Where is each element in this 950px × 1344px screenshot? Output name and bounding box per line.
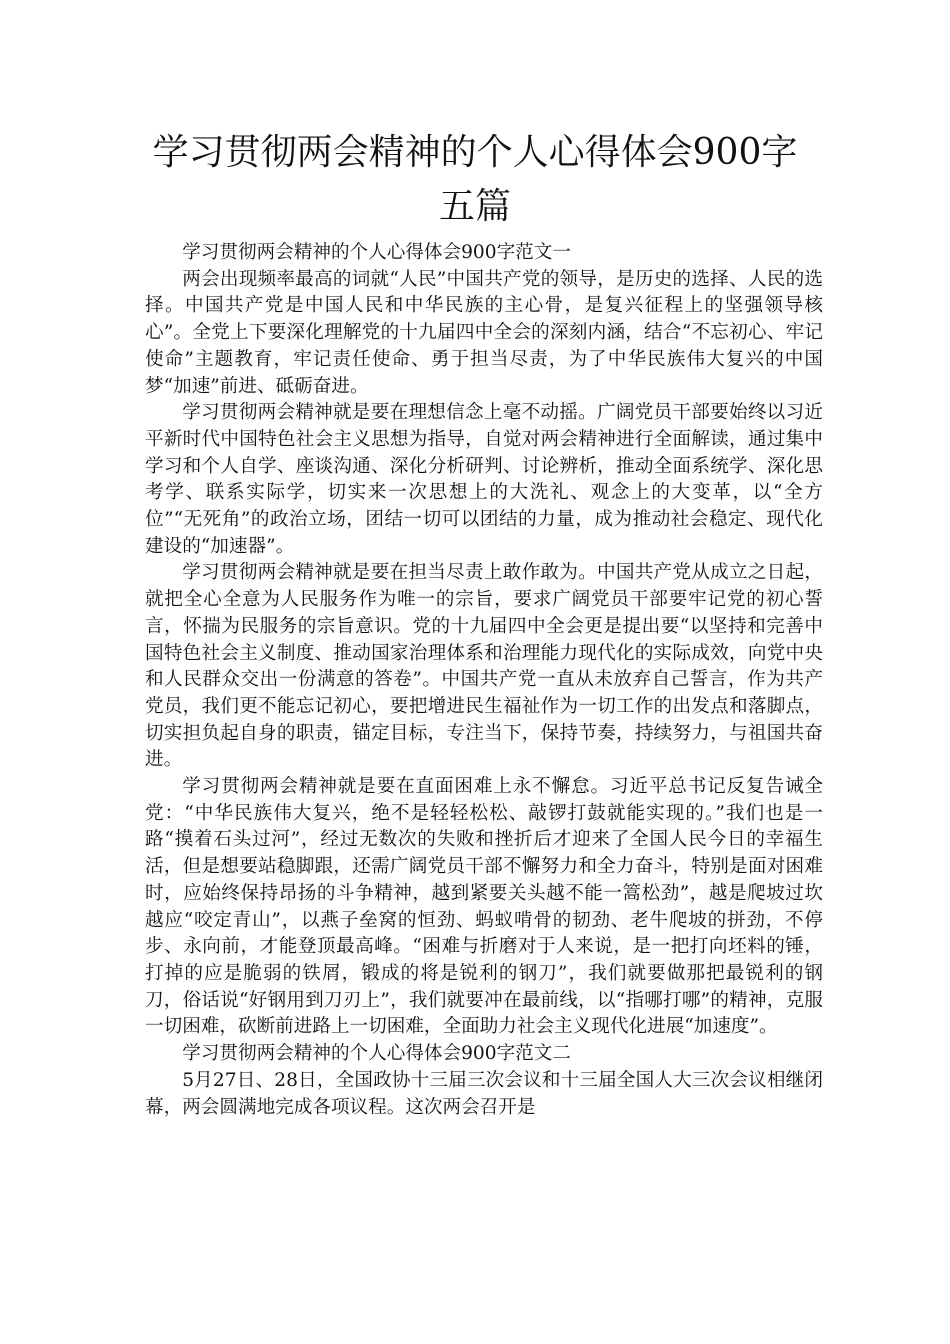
title-line-2: 五篇: [438, 186, 511, 227]
paragraph: 两会出现频率最高的词就“人民”中国共产党的领导，是历史的选择、人民的选择。中国共产党是中国人民和中华民族的主心骨，是复兴征程上的坚强领导核心”。全党上下要深化理解党的十九届四中全会的深刻内涵，结合“不忘初心、牢记使命”主题教育，牢记责任使命、勇于担当尽责，为了中华民族伟大复兴的中国梦“加速”前进、砥砺奋进。: [145, 268, 823, 397]
title-line-1: 学习贯彻两会精神的个人心得体会900字: [152, 132, 798, 173]
document-title: [140, 126, 810, 234]
paragraph: 学习贯彻两会精神就是要在担当尽责上敢作敢为。中国共产党从成立之日起，就把全心全意为人民服务作为唯一的宗旨，要求广阔党员干部要牢记党的初心誓言，怀揣为民服务的宗旨意识。党的十九届四中全会更是提出要“以坚持和完善中国特色社会主义制度、推动国家治理体系和治理能力现代化的实际成效，向党中央和人民群众交出一份满意的答卷”。中国共产党一直从未放弃自己誓言，作为共产党员，我们更不能忘记初心，要把增进民生福祉作为一切工作的出发点和落脚点，切实担负起自身的职责，锚定目标，专注当下，保持节奏，持续努力，与祖国共奋进。: [145, 562, 823, 771]
section-heading-1: 学习贯彻两会精神的个人心得体会900字范文一: [182, 242, 571, 263]
paragraph: 学习贯彻两会精神就是要在理想信念上毫不动摇。广阔党员干部要始终以习近平新时代中国特色社会主义思想为指导，自觉对两会精神进行全面解读，通过集中学习和个人自学、座谈沟通、深化分析研判、讨论辨析，推动全面系统学、深化思考学、联系实际学，切实来一次思想上的大洗礼、观念上的大变革，以“全方位”“无死角”的政治立场，团结一切可以团结的力量，成为推动社会稳定、现代化建设的“加速器”。: [145, 402, 823, 557]
paragraph: 5月27日、28日，全国政协十三届三次会议和十三届全国人大三次会议相继闭幕，两会圆满地完成各项议程。这次两会召开是: [145, 1069, 823, 1118]
paragraph: 学习贯彻两会精神就是要在直面困难上永不懈怠。习近平总书记反复告诫全党：“中华民族伟大复兴，绝不是轻轻松松、敲锣打鼓就能实现的。”我们也是一路“摸着石头过河”，经过无数次的失败和挫折后才迎来了全国人民今日的幸福生活，但是想要站稳脚跟，还需广阔党员干部不懈努力和全力奋斗，特别是面对困难时，应始终保持昂扬的斗争精神，越到紧要关头越不能一篙松劲”，越是爬坡过坎越应“咬定青山”，以燕子垒窝的恒劲、蚂蚁啃骨的韧劲、老牛爬坡的拼劲，不停步、永向前，才能登顶最高峰。“困难与折磨对于人来说，是一把打向坯料的锤，打掉的应是脆弱的铁屑，锻成的将是锐利的钢刀”，我们就要做那把最锐利的钢刀，俗话说“好钢用到刀刃上”，我们就要冲在最前线，以“指哪打哪”的精神，克服一切困难，砍断前进路上一切困难，全面助力社会主义现代化进展“加速度”。: [145, 776, 823, 1038]
section-heading-2: 学习贯彻两会精神的个人心得体会900字范文二: [182, 1043, 571, 1065]
document-body: [145, 240, 823, 1121]
